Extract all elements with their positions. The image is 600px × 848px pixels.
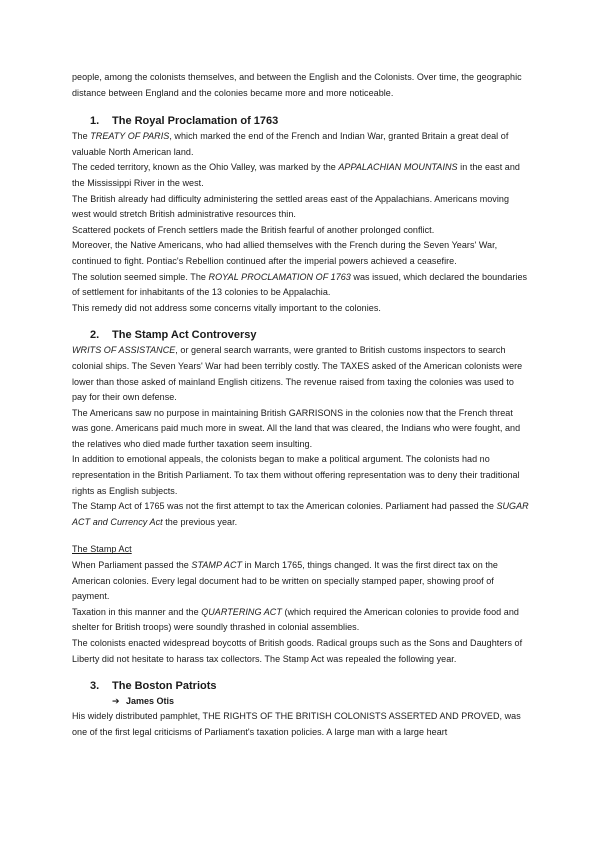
text-run: (which required the American colonies to provide food and shelter for British troops) were soundly thrashed in colonial assemblies. bbox=[72, 606, 519, 633]
text-run: In addition to emotional appeals, the colonists began to make a political argument. The colonists had no representation in the British Parliament. To tax them without offering representation was to deny their traditional rights as English subjects. bbox=[72, 454, 520, 496]
text-run: Taxation in this manner and the bbox=[72, 606, 202, 617]
text-run: , which marked the end of the French and Indian War, granted Britain a great deal of valuable North American land. bbox=[72, 131, 509, 157]
text-run: ROYAL PROCLAMATION OF 1763 bbox=[208, 271, 351, 282]
paragraph bbox=[72, 452, 530, 499]
section-heading-royal-proclamation: 1. The Royal Proclamation of 1763 bbox=[90, 115, 279, 128]
text-run: in the east and the Mississippi River in the west. bbox=[72, 162, 520, 188]
text-run: in March 1765, things changed. It was the first direct tax on the American colonies. Every legal document had to be written on specially stamped paper, showing proof of payment. bbox=[72, 560, 498, 602]
arrow-right-icon: ➔ bbox=[112, 696, 120, 707]
intro-text bbox=[72, 70, 530, 101]
paragraph bbox=[72, 499, 530, 530]
text-run: , or general search warrants, were granted to British customs inspectors to search colonial ships. The Seven Years' War had been terribly costly. The TAXES asked of the American colonists were lower than those asked of mainland English citizens. The revenue raised from taxing the colonies was used to pay for their own defense. bbox=[72, 345, 523, 403]
text-run: STAMP ACT bbox=[191, 560, 243, 571]
text-run: The British already had difficulty administering the settled areas east of the Appalachians. Americans moving west would stretch British administrative resources thin. bbox=[72, 193, 510, 220]
paragraph bbox=[72, 70, 530, 101]
subheading-james-otis: ➔ James Otis bbox=[112, 694, 530, 709]
text-run: The colonists enacted widespread boycotts of British goods. Radical groups such as the Sons and Daughters of Liberty did not hesitate to harass tax collectors. The Stamp Act was repealed the following year. bbox=[72, 638, 523, 664]
section-body-boston-patriots bbox=[72, 709, 530, 740]
paragraph bbox=[72, 129, 530, 160]
text-run: WRITS OF ASSISTANCE bbox=[72, 345, 176, 356]
text-run: The bbox=[72, 131, 91, 142]
text-run: This remedy did not address some concerns vitally important to the colonies. bbox=[72, 302, 381, 313]
paragraph bbox=[72, 238, 530, 269]
text-run: APPALACHIAN MOUNTAINS bbox=[338, 162, 458, 173]
text-run: The Stamp Act of 1765 was not the first attempt to tax the American colonies. Parliament had passed the bbox=[72, 501, 497, 512]
text-run: When Parliament passed the bbox=[72, 560, 192, 571]
paragraph bbox=[72, 301, 530, 317]
text-run: the previous year. bbox=[162, 516, 238, 527]
paragraph bbox=[72, 270, 530, 301]
subsection-body-stamp-act bbox=[72, 558, 530, 667]
paragraph bbox=[72, 160, 530, 191]
section-heading-stamp-act-controversy: 2. The Stamp Act Controversy bbox=[90, 329, 257, 342]
text-run: TREATY OF PARIS bbox=[90, 131, 170, 142]
text-run: was issued, which declared the boundaries of settlement for inhabitants of the 13 colonies to be Appalachia. bbox=[72, 271, 528, 298]
subheading-stamp-act: The Stamp Act bbox=[72, 544, 132, 555]
paragraph bbox=[72, 558, 530, 605]
section-body-royal-proclamation bbox=[72, 129, 530, 316]
text-run: Moreover, the Native Americans, who had allied themselves with the French during the Seven Years' War, continued to fight. Pontiac's Rebellion continued after the imperial powers achieved a ceasefire. bbox=[72, 240, 498, 266]
paragraph bbox=[72, 192, 530, 223]
text-run: His widely distributed pamphlet, THE RIGHTS OF THE BRITISH COLONISTS ASSERTED AND PROVED, was one of the first legal criticisms of Parliament's taxation policies. A large man with a large heart bbox=[72, 711, 521, 737]
text-run: QUARTERING ACT bbox=[201, 606, 282, 617]
section-body-stamp-act-controversy bbox=[72, 343, 530, 530]
paragraph bbox=[72, 605, 530, 636]
text-run: people, among the colonists themselves, and between the English and the Colonists. Over time, the geographic distance between England and the colonies became more and more noticeable. bbox=[72, 72, 522, 98]
paragraph bbox=[72, 406, 530, 453]
paragraph bbox=[72, 223, 530, 239]
text-run: The solution seemed simple. The bbox=[72, 271, 209, 282]
paragraph bbox=[72, 709, 530, 740]
paragraph bbox=[72, 636, 530, 667]
document-page bbox=[72, 70, 530, 740]
text-run: SUGAR ACT and Currency Act bbox=[72, 501, 529, 527]
section-heading-boston-patriots: 3. The Boston Patriots bbox=[90, 680, 217, 693]
text-run: Scattered pockets of French settlers made the British fearful of another prolonged conflict. bbox=[72, 224, 435, 235]
text-run: The Americans saw no purpose in maintaining British GARRISONS in the colonies now that the French threat was gone. Americans paid much more in sweat. All the land that was cleared, the Indians who were fought, and the relatives who died made further taxation seem insulting. bbox=[72, 407, 521, 449]
text-run: The ceded territory, known as the Ohio Valley, was marked by the bbox=[72, 162, 339, 173]
paragraph bbox=[72, 343, 530, 405]
